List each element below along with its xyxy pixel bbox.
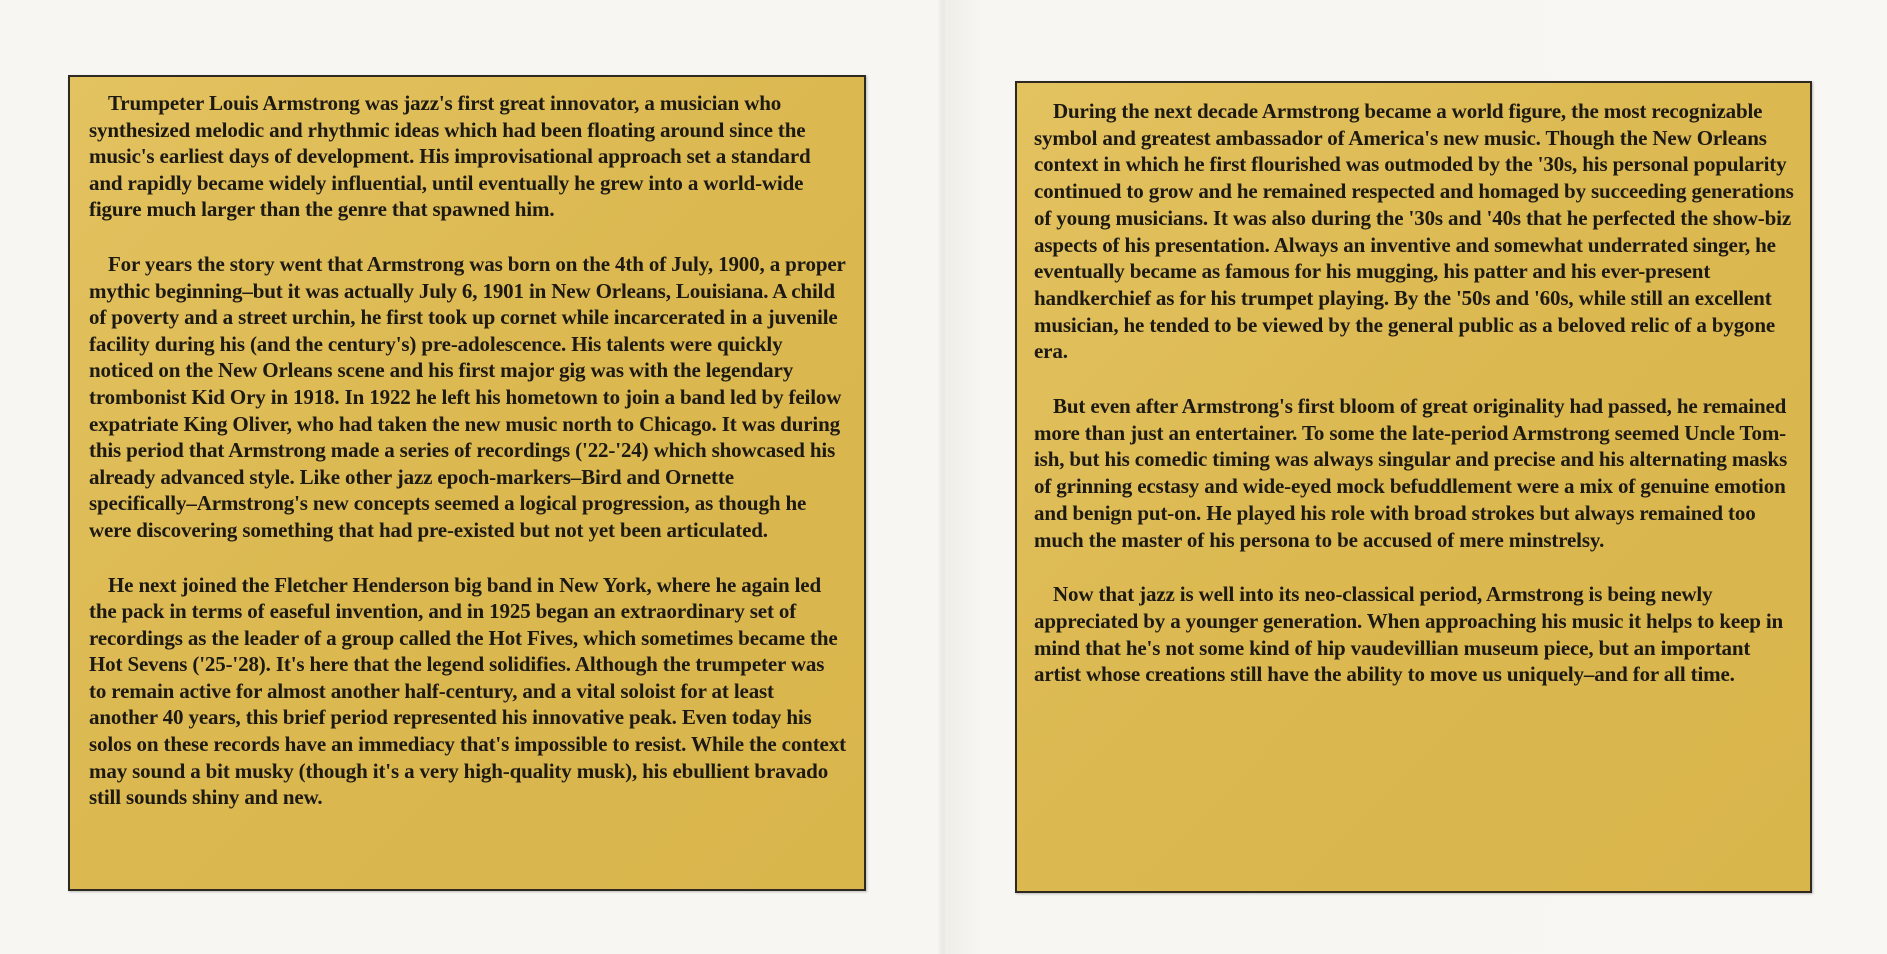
- booklet-fold: [938, 0, 948, 954]
- right-paragraph-1: During the next decade Armstrong became a world figure, the most recognizable symbol and greatest ambassador of America's new music. Though the New Orleans context in which he first flourished was outmoded by the '30s, his personal popularity continued to grow and he remained respected and homaged by succeeding generations of young musicians. It was also during the '30s and '40s that he perfected the show-biz aspects of his presentation. Always an inventive and somewhat underrated singer, he eventually became as famous for his mugging, his patter and his ever-present handkerchief as for his trumpet playing. By the '50s and '60s, while still an excellent musician, he tended to be viewed by the general public as a beloved relic of a bygone era.: [1034, 99, 1794, 364]
- left-paragraph-1: Trumpeter Louis Armstrong was jazz's first great innovator, a musician who synthesized melodic and rhythmic ideas which had been floating around since the music's earliest days of development. His improvisational approach set a standard and rapidly became widely influential, until eventually he grew into a world-wide figure much larger than the genre that spawned him.: [89, 91, 811, 222]
- left-page: [0, 0, 943, 954]
- right-paragraph-2: But even after Armstrong's first bloom of great originality had passed, he remained more than just an entertainer. To some the late-period Armstrong seemed Uncle Tom-ish, but his comedic timing was always singular and precise and his alternating masks of grinning ecstasy and wide-eyed mock befuddlement were a mix of genuine emotion and benign put-on. He played his role with broad strokes but always remained too much the master of his persona to be accused of mere minstrelsy.: [1034, 394, 1788, 552]
- right-page: [943, 0, 1887, 954]
- right-text-panel: [1015, 81, 1812, 893]
- left-text-panel: [68, 75, 866, 891]
- left-paragraph-3: He next joined the Fletcher Henderson big band in New York, where he again led the pack in terms of easeful invention, and in 1925 began an extraordinary set of recordings as the leader of a group called the Hot Fives, which sometimes became the Hot Sevens ('25-'28). It's here that the legend solidifies. Although the trumpeter was to remain active for almost another half-century, and a vital soloist for at least another 40 years, this brief period represented his innovative peak. Even today his solos on these records have an immediacy that's impossible to resist. While the context may sound a bit musky (though it's a very high-quality musk), his ebullient bravado still sounds shiny and new.: [89, 572, 846, 810]
- left-paragraph-2: For years the story went that Armstrong was born on the 4th of July, 1900, a proper mythic beginning–but it was actually July 6, 1901 in New Orleans, Louisiana. A child of poverty and a street urchin, he first took up cornet while incarcerated in a juvenile facility during his (and the century's) pre-adolescence. His talents were quickly noticed on the New Orleans scene and his first major gig was with the legendary trombonist Kid Ory in 1918. In 1922 he left his hometown to join a band led by feilow expatriate King Oliver, who had taken the new music north to Chicago. It was during this period that Armstrong made a series of recordings ('22-'24) which showcased his already advanced style. Like other jazz epoch-markers–Bird and Ornette specifically–Armstrong's new concepts seemed a logical progression, as though he were discovering something that had pre-existed but not yet been articulated.: [89, 251, 846, 542]
- right-paragraph-3: Now that jazz is well into its neo-classical period, Armstrong is being newly appreciated by a younger generation. When approaching his music it helps to keep in mind that he's not some kind of hip vaudevillian museum piece, but an important artist whose creations still have the ability to move us uniquely–and for all time.: [1034, 582, 1784, 687]
